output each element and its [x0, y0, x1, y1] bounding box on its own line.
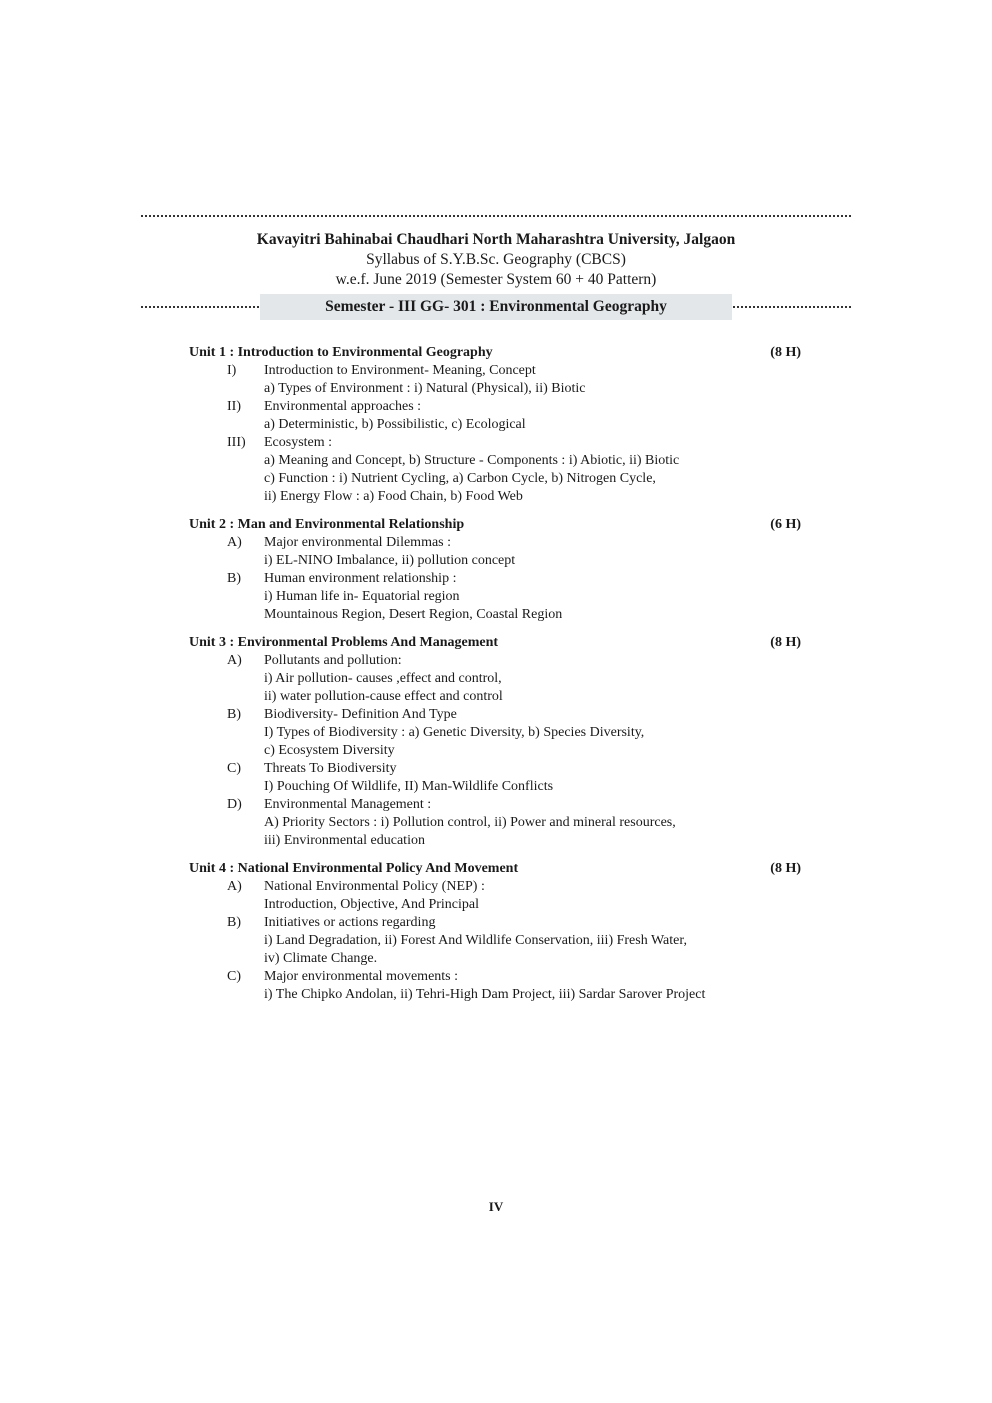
item-line: iii) Environmental education	[264, 833, 425, 848]
wef-line: w.e.f. June 2019 (Semester System 60 + 40 Pattern)	[335, 271, 657, 288]
item-line: National Environmental Policy (NEP) :	[264, 879, 485, 894]
unit-title: Unit 1 : Introduction to Environmental Geography	[189, 345, 493, 360]
item-line: Mountainous Region, Desert Region, Coastal Region	[264, 607, 563, 622]
item-marker: A)	[227, 879, 242, 894]
unit-heading	[189, 344, 809, 362]
item-line: I) Pouching Of Wildlife, II) Man-Wildlife Conflicts	[264, 779, 554, 794]
item-marker: A)	[227, 653, 242, 668]
list-item	[189, 434, 809, 506]
item-marker: I)	[227, 363, 237, 378]
item-line: Environmental approaches :	[264, 399, 422, 414]
item-line: Human environment relationship :	[264, 571, 457, 586]
item-line: I) Types of Biodiversity : a) Genetic Diversity, b) Species Diversity,	[264, 725, 645, 740]
item-line: Threats To Biodiversity	[264, 761, 397, 776]
list-item	[189, 706, 809, 760]
item-line: Environmental Management :	[264, 797, 432, 812]
list-item	[189, 914, 809, 968]
list-item	[189, 398, 809, 434]
university-name: Kavayitri Bahinabai Chaudhari North Maharashtra University, Jalgaon	[256, 231, 736, 248]
item-line: ii) Energy Flow : a) Food Chain, b) Food Web	[264, 489, 523, 504]
unit-section	[189, 860, 809, 1004]
unit-title: Unit 3 : Environmental Problems And Management	[189, 635, 499, 650]
item-line: A) Priority Sectors : i) Pollution control, ii) Power and mineral resources,	[264, 815, 676, 830]
item-marker: B)	[227, 571, 241, 586]
item-line: Ecosystem :	[264, 435, 333, 450]
unit-hours: (8 H)	[770, 635, 801, 650]
item-line: i) The Chipko Andolan, ii) Tehri-High Dam Project, iii) Sardar Sarover Project	[264, 987, 706, 1002]
item-marker: D)	[227, 797, 242, 812]
list-item	[189, 652, 809, 706]
unit-title: Unit 4 : National Environmental Policy And Movement	[189, 861, 519, 876]
unit-hours: (8 H)	[770, 861, 801, 876]
item-line: a) Types of Environment : i) Natural (Physical), ii) Biotic	[264, 381, 586, 396]
item-line: a) Meaning and Concept, b) Structure - Components : i) Abiotic, ii) Biotic	[264, 453, 680, 468]
list-item	[189, 760, 809, 796]
item-line: c) Function : i) Nutrient Cycling, a) Carbon Cycle, b) Nitrogen Cycle,	[264, 471, 656, 486]
semester-title: Semester - III GG- 301 : Environmental Geography	[260, 294, 732, 320]
unit-heading	[189, 860, 809, 878]
unit-hours: (8 H)	[770, 345, 801, 360]
item-line: Introduction to Environment- Meaning, Concept	[264, 363, 536, 378]
item-marker: B)	[227, 707, 241, 722]
item-line: i) EL-NINO Imbalance, ii) pollution concept	[264, 553, 516, 568]
item-line: ii) water pollution-cause effect and control	[264, 689, 503, 704]
unit-heading	[189, 516, 809, 534]
unit-section	[189, 344, 809, 506]
list-item	[189, 362, 809, 398]
unit-hours: (6 H)	[770, 517, 801, 532]
document-header	[141, 230, 851, 290]
item-line: iv) Climate Change.	[264, 951, 378, 966]
list-item	[189, 570, 809, 624]
list-item	[189, 878, 809, 914]
list-item	[189, 796, 809, 850]
unit-title: Unit 2 : Man and Environmental Relationship	[189, 517, 465, 532]
right-dotted-rule	[733, 306, 851, 308]
item-line: Introduction, Objective, And Principal	[264, 897, 480, 912]
item-line: Pollutants and pollution:	[264, 653, 402, 668]
item-marker: III)	[227, 435, 246, 450]
syllabus-title: Syllabus of S.Y.B.Sc. Geography (CBCS)	[366, 251, 626, 268]
page-number: IV	[488, 1199, 504, 1214]
item-line: i) Air pollution- causes ,effect and control,	[264, 671, 502, 686]
semester-row	[141, 294, 851, 320]
item-marker: C)	[227, 969, 241, 984]
item-line: i) Land Degradation, ii) Forest And Wildlife Conservation, iii) Fresh Water,	[264, 933, 687, 948]
item-line: c) Ecosystem Diversity	[264, 743, 395, 758]
item-marker: C)	[227, 761, 241, 776]
left-dotted-rule	[141, 306, 259, 308]
item-line: Major environmental movements :	[264, 969, 459, 984]
item-marker: A)	[227, 535, 242, 550]
item-line: Initiatives or actions regarding	[264, 915, 436, 930]
item-line: i) Human life in- Equatorial region	[264, 589, 460, 604]
top-dotted-rule	[141, 215, 851, 217]
item-line: a) Deterministic, b) Possibilistic, c) Ecological	[264, 417, 526, 432]
item-marker: B)	[227, 915, 241, 930]
list-item	[189, 968, 809, 1004]
syllabus-content	[189, 344, 809, 1014]
unit-section	[189, 634, 809, 850]
unit-heading	[189, 634, 809, 652]
list-item	[189, 534, 809, 570]
unit-section	[189, 516, 809, 624]
item-line: Major environmental Dilemmas :	[264, 535, 452, 550]
item-marker: II)	[227, 399, 241, 414]
item-line: Biodiversity- Definition And Type	[264, 707, 457, 722]
